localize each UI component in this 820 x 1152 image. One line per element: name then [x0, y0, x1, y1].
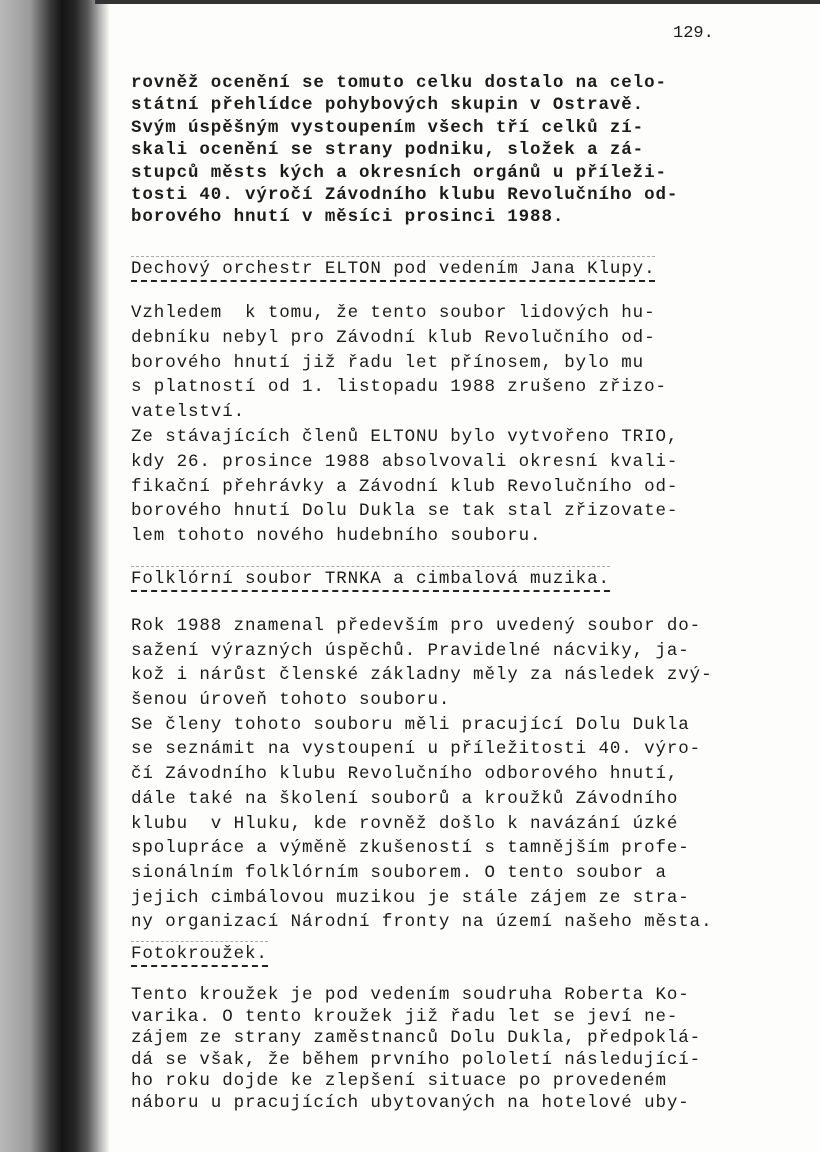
- text-line: dále také na školení souborů a kroužků Závodního: [131, 788, 679, 809]
- text-line: sažení výrazných úspěchů. Pravidelné nácviky, ja-: [131, 640, 690, 661]
- paragraph-4: [131, 985, 701, 1115]
- text-line: sionálním folklórním souborem. O tento soubor a: [131, 862, 667, 883]
- section-heading-elton: Dechový orchestr ELTON pod vedením Jana Klupy.: [131, 256, 655, 282]
- text-line: vatelství.: [131, 402, 246, 423]
- text-line: Vzhledem k tomu, že tento soubor lidových hu-: [131, 303, 656, 323]
- page-top-edge: [95, 0, 820, 4]
- text-line: Se členy tohoto souboru měli pracující Dolu Dukla: [131, 714, 690, 735]
- text-line: stupců městs kých a okresních orgánů u příleži-: [131, 162, 667, 183]
- text-line: varika. O tento kroužek již řadu let se jeví ne-: [131, 1006, 679, 1027]
- text-line: borového hnutí již řadu let přínosem, bylo mu: [131, 352, 645, 373]
- section-heading-fotokrouzek: Fotokroužek.: [131, 941, 268, 967]
- text-line: Tento kroužek je pod vedením soudruha Roberta Ko-: [131, 985, 690, 1005]
- paragraph-3: [131, 614, 713, 935]
- text-line: čí Závodního klubu Revolučního odborového hnutí,: [131, 764, 679, 785]
- text-line: se seznámit na vystoupení u příležitosti 40. výro-: [131, 739, 702, 760]
- paragraph-2: [131, 301, 678, 549]
- text-line: dá se však, že během prvního pololetí následující-: [131, 1049, 702, 1070]
- page-number: 129.: [673, 24, 714, 43]
- text-line: kož i nárůst členské základny měly za následek zvý-: [131, 665, 713, 686]
- text-line: rovněž ocenění se tomuto celku dostalo na celo-: [131, 73, 667, 93]
- text-line: jejich cimbálovou muzikou je stále zájem ze stra-: [131, 887, 690, 908]
- book-binding-shadow: [0, 0, 110, 1152]
- text-line: borového hnutí Dolu Dukla se tak stal zřizovate-: [131, 501, 679, 522]
- text-line: zájem ze strany zaměstnanců Dolu Dukla, předpoklá-: [131, 1028, 702, 1049]
- section-heading-trnka: Folklórní soubor TRNKA a cimbalová muzika.: [131, 566, 610, 592]
- text-line: kdy 26. prosince 1988 absolvovali okresní kvali-: [131, 451, 679, 472]
- text-line: tosti 40. výročí Závodního klubu Revolučního od-: [131, 184, 679, 205]
- text-line: spolupráce a výměně zkušeností s tamnějším profe-: [131, 838, 690, 859]
- text-line: debníku nebyl pro Závodní klub Revolučního od-: [131, 327, 656, 348]
- paragraph-1: [131, 72, 678, 229]
- text-line: ny organizací Národní fronty na území našeho města.: [131, 912, 713, 933]
- text-line: šenou úroveň tohoto souboru.: [131, 690, 451, 711]
- text-line: Svým úspěšným vystoupením všech tří celků zí-: [131, 117, 645, 138]
- text-line: lem tohoto nového hudebního souboru.: [131, 526, 542, 547]
- text-line: Rok 1988 znamenal především pro uvedený soubor do-: [131, 616, 702, 636]
- text-line: náboru u pracujících ubytovaných na hotelové uby-: [131, 1092, 690, 1113]
- text-line: borového hnutí v měsíci prosinci 1988.: [131, 207, 565, 228]
- text-line: státní přehlídce pohybových skupin v Ostravě.: [131, 95, 645, 116]
- text-line: ho roku dojde ke zlepšení situace po provedeném: [131, 1071, 667, 1092]
- text-line: klubu v Hluku, kde rovněž došlo k navázání úzké: [131, 813, 679, 834]
- text-line: Ze stávajících členů ELTONU bylo vytvořeno TRIO,: [131, 426, 679, 447]
- text-line: s platností od 1. listopadu 1988 zrušeno zřizo-: [131, 377, 667, 398]
- text-line: fikační přehrávky a Závodní klub Revolučního od-: [131, 476, 679, 497]
- text-line: skali ocenění se strany podniku, složek a zá-: [131, 140, 645, 161]
